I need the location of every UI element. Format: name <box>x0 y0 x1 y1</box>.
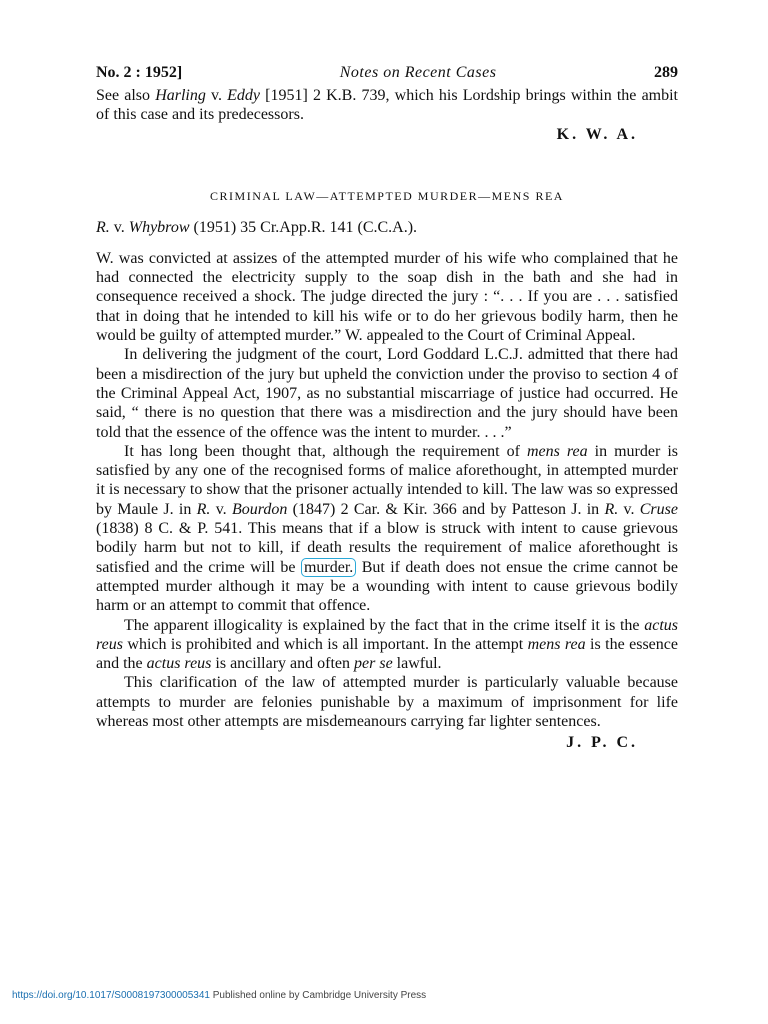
paragraph-5: This clarification of the law of attempted murder is particularly valuable because attempts to murder are felonies punishable by a maximum of imprisonment for life whereas most other attempts are misdemeanours carrying far lighter sentences. <box>96 674 678 731</box>
paragraph-3: It has long been thought that, although the requirement of mens rea in murder is satisfied by any one of the recognised forms of malice aforethought, in attempted murder it is necessary to show that the prisoner actually intended to kill. The law was so expressed by Maule J. in R. v. Bourdon (1847) 2 Car. & Kir. 366 and by Patteson J. in R. v. Cruse (1838) 8 C. & P. 541. This means that if a blow is struck with intent to cause grievous bodily harm but not to kill, if death results the requirement of malice aforethought is satisfied and the crime will be murder. But if death does not ensue the crime cannot be attempted murder although it may be a wounding with intent to cause grievous bodily harm or an attempt to commit that offence. <box>96 442 678 615</box>
section-heading: CRIMINAL LAW—ATTEMPTED MURDER—MENS REA <box>210 188 564 203</box>
journal-section-title: Notes on Recent Cases <box>339 64 497 81</box>
highlighted-word-murder[interactable]: murder. <box>301 558 356 577</box>
running-header <box>96 64 678 86</box>
issue-number: No. 2 : 1952] <box>96 64 183 81</box>
paragraph-1: W. was convicted at assizes of the attempted murder of his wife who complained that he had connected the electricity supply to the soap dish in the bath and she had in consequence received a shock. The judge directed the jury : “. . . If you are . . . satisfied that in doing that he intended to kill his wife or to do her grievous bodily harm, then he would be guilty of attempted murder.” W. appealed to the Court of Criminal Appeal. <box>96 249 678 345</box>
paragraph-4: The apparent illogicality is explained by the fact that in the crime itself it is the actus reus which is prohibited and which is all important. In the attempt mens rea is the essence and the actus reus is ancillary and often per se lawful. <box>96 616 678 673</box>
page-number: 289 <box>653 64 678 81</box>
case-citation: R. v. Whybrow (1951) 35 Cr.App.R. 141 (C.C.A.). <box>96 218 418 236</box>
author-initials-1: K. W. A. <box>556 125 638 143</box>
author-initials-2: J. P. C. <box>566 734 638 752</box>
article-page <box>96 64 678 753</box>
publication-footer <box>12 990 426 1001</box>
intro-paragraph: See also Harling v. Eddy [1951] 2 K.B. 739, which his Lordship brings within the ambit of this case and its predecessors. <box>96 87 679 124</box>
doi-link[interactable]: https://doi.org/10.1017/S0008197300005341 <box>12 990 210 1001</box>
published-notice: Published online by Cambridge University Press <box>209 990 427 1001</box>
paragraph-2: In delivering the judgment of the court, Lord Goddard L.C.J. admitted that there had been a misdirection of the jury but upheld the conviction under the proviso to section 4 of the Criminal Appeal Act, 1907, as no substantial miscarriage of justice had occurred. He said, “ there is no question that there was a misdirection and the jury should have been told that the essence of the offence was the intent to murder. . . .” <box>96 346 678 441</box>
